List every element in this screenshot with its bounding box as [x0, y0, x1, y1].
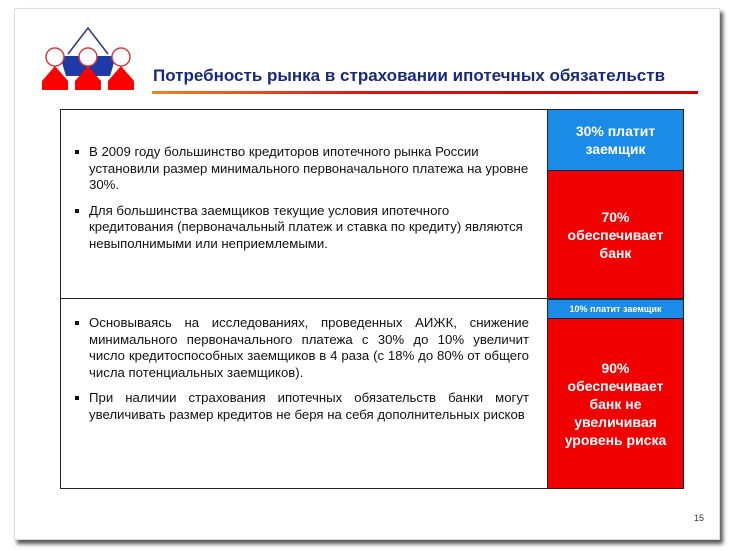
bank-share-90: 90% обеспечивает банк не увеличивая уровень риска: [548, 319, 683, 488]
current-conditions-section: [61, 110, 547, 299]
bullet-item: При наличии страхования ипотечных обязательств банки могут увеличивать размер кредитов не беря на себя дополнительных рисков: [75, 390, 529, 423]
borrower-share-30: 30% платит заемщик: [548, 110, 683, 171]
bullet-item: В 2009 году большинство кредиторов ипотечного рынка России установили размер минимального первоначального платежа на уровне 30%.: [75, 144, 529, 194]
title-underline: [152, 91, 698, 94]
proposed-conditions-section: [61, 299, 547, 488]
bullet-item: Основываясь на исследованиях, проведенных АИЖК, снижение минимального первоначального платежа с 30% до 10% увеличит число кредитоспособных заемщиков в 4 раза (с 18% до 80% от общего числа потенциальных заемщиков).: [75, 315, 529, 381]
company-logo: [40, 26, 135, 91]
content-table: [60, 109, 684, 489]
borrower-share-10: 10% платит заемщик: [548, 299, 683, 319]
slide-title: Потребность рынка в страховании ипотечных обязательств: [153, 66, 666, 85]
page-number: 15: [694, 513, 705, 523]
bullet-item: Для большинства заемщиков текущие условия ипотечного кредитования (первоначальный платеж и ставка по кредиту) являются невыполнимыми или неприемлемыми.: [75, 203, 529, 253]
bank-share-70: 70% обеспечивает банк: [548, 171, 683, 299]
